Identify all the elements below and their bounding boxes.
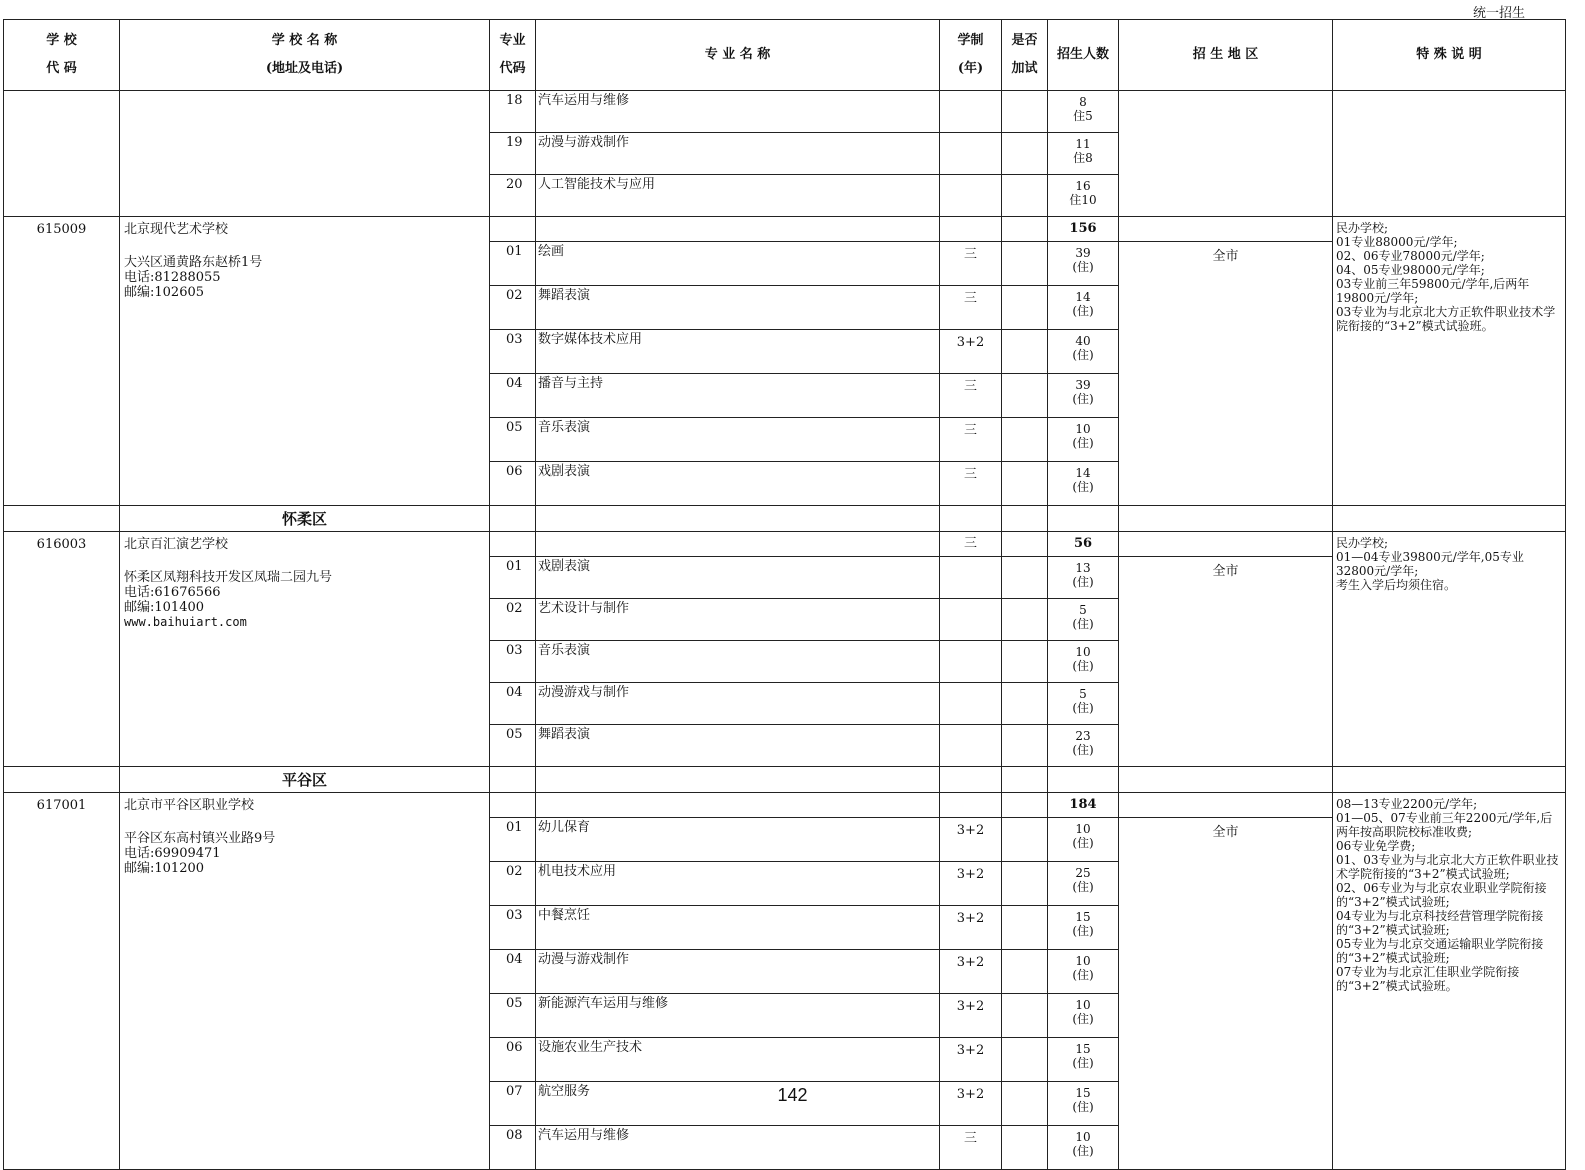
col-major-code: 专业 代码 [490, 20, 536, 91]
school-name: 北京百汇演艺学校 [124, 537, 229, 552]
header-label: 统一招生 [1472, 6, 1525, 21]
school-postcode: 邮编:102605 [124, 285, 205, 300]
major-code: 20 [490, 175, 536, 217]
major-duration: 三 [940, 418, 1002, 462]
major-code: 01 [490, 242, 536, 286]
major-code: 01 [490, 818, 536, 862]
page-number: 142 [777, 1085, 808, 1105]
enroll-count: 13 (住) [1048, 557, 1119, 599]
major-name: 幼儿保育 [536, 818, 940, 862]
major-code: 06 [490, 1038, 536, 1082]
major-code: 18 [490, 91, 536, 133]
enrollment-table [3, 19, 1566, 1170]
major-name: 动漫游戏与制作 [536, 683, 940, 725]
school-address: 平谷区东高村镇兴业路9号 [124, 831, 276, 846]
major-duration: 3+2 [940, 950, 1002, 994]
enroll-region: 全市 [1119, 557, 1333, 767]
school-info [120, 532, 490, 767]
major-duration: 3+2 [940, 330, 1002, 374]
major-code: 03 [490, 906, 536, 950]
col-school-code: 学 校 代 码 [4, 20, 120, 91]
col-major-name: 专 业 名 称 [536, 20, 940, 91]
enroll-count: 10 (住) [1048, 418, 1119, 462]
school-total: 156 [1048, 217, 1119, 242]
major-code: 04 [490, 374, 536, 418]
major-name: 舞蹈表演 [536, 286, 940, 330]
col-duration: 学制 (年) [940, 20, 1002, 91]
major-duration: 三 [940, 532, 1002, 557]
enroll-count: 10 (住) [1048, 641, 1119, 683]
major-code: 02 [490, 286, 536, 330]
major-code: 08 [490, 1126, 536, 1170]
col-extra-test: 是否 加试 [1002, 20, 1048, 91]
major-code: 03 [490, 641, 536, 683]
major-name: 人工智能技术与应用 [536, 175, 940, 217]
major-duration: 3+2 [940, 994, 1002, 1038]
col-enroll: 招生人数 [1048, 20, 1119, 91]
col-school-name: 学 校 名 称 (地址及电话) [120, 20, 490, 91]
district-row [4, 506, 1566, 532]
major-code: 05 [490, 994, 536, 1038]
col-notes: 特 殊 说 明 [1333, 20, 1566, 91]
enroll-count: 15 (住) [1048, 1082, 1119, 1126]
major-name: 航空服务 [536, 1082, 940, 1126]
major-name: 机电技术应用 [536, 862, 940, 906]
district-label: 平谷区 [120, 767, 490, 793]
enroll-count: 10 (住) [1048, 818, 1119, 862]
enroll-count: 10 (住) [1048, 1126, 1119, 1170]
school-notes: 民办学校; 01—04专业39800元/学年,05专业32800元/学年; 考生入学后均须住宿。 [1333, 532, 1566, 767]
district-row [4, 767, 1566, 793]
enroll-count: 23 (住) [1048, 725, 1119, 767]
major-duration: 三 [940, 374, 1002, 418]
major-duration: 3+2 [940, 818, 1002, 862]
major-name: 新能源汽车运用与维修 [536, 994, 940, 1038]
major-name: 中餐烹饪 [536, 906, 940, 950]
enroll-count: 5 (住) [1048, 599, 1119, 641]
school-postcode: 邮编:101200 [124, 861, 205, 876]
enroll-count: 25 (住) [1048, 862, 1119, 906]
school-total: 184 [1048, 793, 1119, 818]
school-phone: 电话:69909471 [124, 846, 221, 861]
school-website: www.baihuiart.com [124, 615, 247, 629]
major-code: 06 [490, 462, 536, 506]
school-name: 北京现代艺术学校 [124, 222, 229, 237]
major-duration: 三 [940, 462, 1002, 506]
school-row [4, 532, 1566, 557]
school-postcode: 邮编:101400 [124, 600, 205, 615]
enroll-count: 14 (住) [1048, 286, 1119, 330]
major-name: 艺术设计与制作 [536, 599, 940, 641]
district-label: 怀柔区 [120, 506, 490, 532]
school-code: 616003 [4, 532, 120, 767]
major-code: 04 [490, 683, 536, 725]
major-name: 戏剧表演 [536, 557, 940, 599]
enroll-region: 全市 [1119, 818, 1333, 1170]
enroll-count: 10 (住) [1048, 950, 1119, 994]
major-code: 05 [490, 725, 536, 767]
school-name: 北京市平谷区职业学校 [124, 798, 255, 813]
major-name: 汽车运用与维修 [536, 1126, 940, 1170]
major-duration: 3+2 [940, 906, 1002, 950]
major-duration: 三 [940, 286, 1002, 330]
table-row [4, 91, 1566, 133]
enroll-count: 39 (住) [1048, 374, 1119, 418]
major-name: 设施农业生产技术 [536, 1038, 940, 1082]
major-name: 播音与主持 [536, 374, 940, 418]
major-code: 05 [490, 418, 536, 462]
major-duration: 3+2 [940, 1082, 1002, 1126]
school-code: 617001 [4, 793, 120, 1170]
major-name: 动漫与游戏制作 [536, 950, 940, 994]
school-phone: 电话:61676566 [124, 585, 221, 600]
major-name: 戏剧表演 [536, 462, 940, 506]
school-row [4, 217, 1566, 242]
enroll-count: 14 (住) [1048, 462, 1119, 506]
enroll-count: 8 住5 [1048, 91, 1119, 133]
major-code: 07 [490, 1082, 536, 1126]
school-code: 615009 [4, 217, 120, 506]
major-duration: 3+2 [940, 1038, 1002, 1082]
major-code: 01 [490, 557, 536, 599]
table-header-row [4, 20, 1566, 91]
enroll-count: 40 (住) [1048, 330, 1119, 374]
col-region: 招 生 地 区 [1119, 20, 1333, 91]
enroll-region: 全市 [1119, 242, 1333, 506]
major-name: 汽车运用与维修 [536, 91, 940, 133]
major-duration: 3+2 [940, 862, 1002, 906]
enroll-count: 11 住8 [1048, 133, 1119, 175]
school-row [4, 793, 1566, 818]
enroll-count: 39 (住) [1048, 242, 1119, 286]
major-duration: 三 [940, 1126, 1002, 1170]
major-code: 02 [490, 599, 536, 641]
major-code: 04 [490, 950, 536, 994]
major-code: 19 [490, 133, 536, 175]
major-name: 数字媒体技术应用 [536, 330, 940, 374]
major-name: 绘画 [536, 242, 940, 286]
enroll-count: 16 住10 [1048, 175, 1119, 217]
enroll-count: 10 (住) [1048, 994, 1119, 1038]
enroll-count: 15 (住) [1048, 1038, 1119, 1082]
major-name: 音乐表演 [536, 418, 940, 462]
major-code: 03 [490, 330, 536, 374]
school-notes: 08—13专业2200元/学年; 01—05、07专业前三年2200元/学年,后两年按高职院校标准收费; 06专业免学费; 01、03专业为与北京北大方正软件职业技术学院衔接的“3+2”模式试验班; 02、06专业为与北京农业职业学院衔接的“3+2”模式试验班; 04专业为与北京科技经营管理学院衔接的“3+2”模式试验班; 05专业为与北京交通运输职业学院衔接的“3+2”模式试验班; 07专业为与北京汇佳职业学院衔接的“3+2”模式试验班。 [1333, 793, 1566, 1170]
major-name: 音乐表演 [536, 641, 940, 683]
school-total: 56 [1048, 532, 1119, 557]
school-address: 大兴区通黄路东赵桥1号 [124, 255, 263, 270]
school-notes: 民办学校; 01专业88000元/学年; 02、06专业78000元/学年; 04、05专业98000元/学年; 03专业前三年59800元/学年,后两年19800元/学年; 03专业为与北京北大方正软件职业技术学院衔接的“3+2”模式试验班。 [1333, 217, 1566, 506]
major-name: 动漫与游戏制作 [536, 133, 940, 175]
school-phone: 电话:81288055 [124, 270, 221, 285]
school-info [120, 793, 490, 1170]
school-info [120, 217, 490, 506]
major-code: 02 [490, 862, 536, 906]
major-duration: 三 [940, 242, 1002, 286]
enroll-count: 5 (住) [1048, 683, 1119, 725]
enroll-count: 15 (住) [1048, 906, 1119, 950]
school-address: 怀柔区凤翔科技开发区凤瑞二园九号 [124, 570, 333, 585]
major-name: 舞蹈表演 [536, 725, 940, 767]
